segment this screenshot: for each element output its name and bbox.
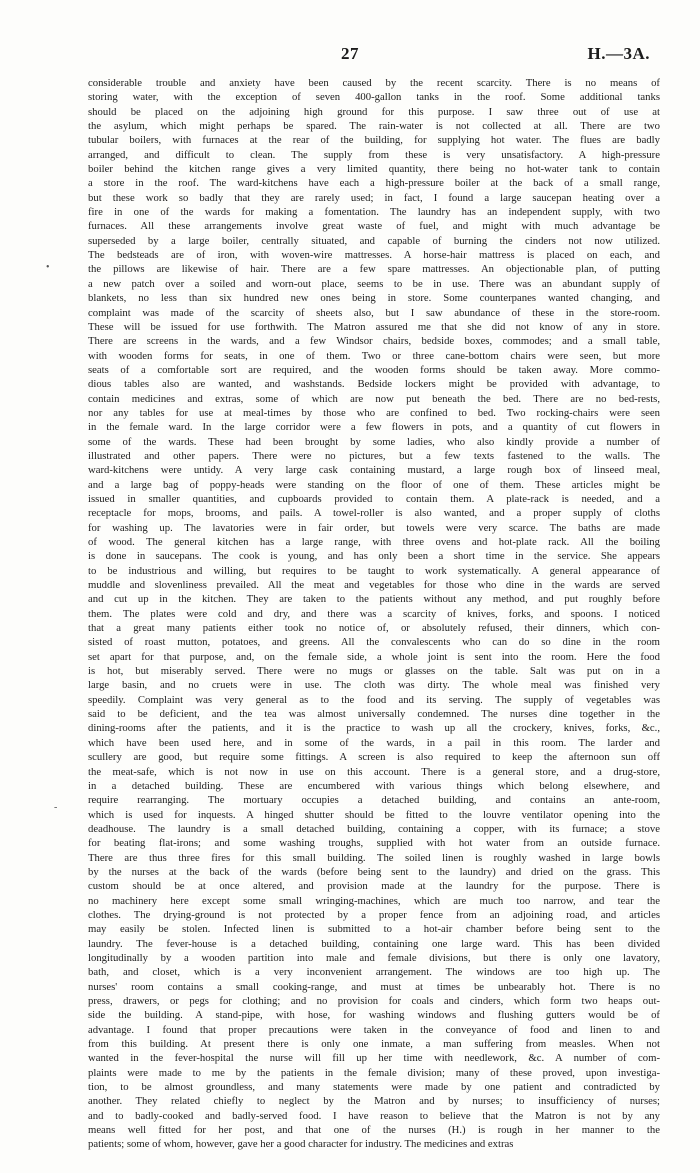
text-line: There are thus three fires for this small building. The soiled linen is roughly washed in large bowls — [88, 851, 660, 864]
text-line: press, drawers, or pegs for clothing; and no provision for coals and cinders, which form two heaps out- — [88, 995, 660, 1007]
text-line: them. The plates were cold and dry, and there was a scarcity of knives, forks, and spoons. I noticed — [88, 607, 660, 620]
text-line: dious tables also are wanted, and washstands. Bedside lockers might be provided with advantage, to — [88, 378, 660, 391]
text-line: advantage. I found that proper precautions were taken in the conveyance of food and linen to and — [88, 1023, 660, 1036]
text-line: dining-rooms after the patients, and it is the practice to wash up all the crockery, knives, forks, &c., — [88, 722, 660, 735]
text-line: for washing up. The lavatories were in fair order, but towels were very scarce. The baths are made — [88, 521, 660, 534]
text-line: in the female ward. In the large corridor were a few flowers in pots, and a quantity of cut flowers in — [88, 421, 660, 434]
text-line: The bedsteads are of iron, with woven-wire mattresses. A horse-hair mattress is placed on each, and — [88, 249, 660, 262]
text-line: said to be deficient, and the tea was almost universally condemned. The nurses dine together in the — [88, 708, 660, 721]
text-line: tion, to be almost groundless, and many statements were made by one patient and contradicted by — [88, 1081, 660, 1094]
text-line: should be placed on the adjoining high ground for this purpose. I saw three out of use at — [88, 105, 660, 118]
text-line: illustrated and other papers. There were no pictures, but a few texts fastened to the walls. The — [88, 449, 660, 462]
text-line: from this building. At present there is only one inmate, a man suffering from measles. When not — [88, 1038, 660, 1051]
text-line: contain medicines and extras, some of which are now put beneath the bed. There are no bed-rests, — [88, 392, 660, 405]
text-line: issued in smaller quantities, and cupboards provided to contain them. A plate-rack is needed, and a — [88, 492, 660, 505]
text-line: the asylum, which might perhaps be spared. The rain-water is not collected at all. There are two — [88, 120, 660, 133]
text-line: means well fitted for her post, and that one of the nurses (H.) is rough in her manner to the — [88, 1124, 660, 1137]
text-line: another. They related chiefly to neglect by the Matron and by nurses; to insufficiency of nurses; — [88, 1095, 660, 1108]
text-line: is hot, but miserably served. There were no mugs or glasses on the table. Salt was put on in a — [88, 665, 660, 678]
text-line: by the nurses at the back of the wards (before being sent to the laundry) and dried on the grass. This — [88, 865, 660, 878]
text-line: storing water, with the exception of seven 400-gallon tanks in the roof. Some additional tanks — [88, 91, 660, 104]
text-line: patients; some of whom, however, gave her a good character for industry. The medicines and extras — [88, 1138, 514, 1151]
text-line: which is used for inquests. A hinged shutter should be fitted to the louvre ventilator opening into the — [88, 808, 660, 821]
margin-dash-mark: - — [54, 802, 58, 813]
text-line: that a great many patients either took no notice of, or absolutely refused, their dinners, which con- — [88, 622, 660, 635]
text-line: and a large bag of poppy-heads were standing on the floor of one of them. These articles might be — [88, 478, 660, 491]
text-line: These will be issued for use forthwith. The Matron assured me that she did not know of any in store. — [88, 320, 660, 333]
text-line: but these work so badly that they are rarely used; in fact, I found a large saucepan heating over a — [88, 191, 660, 204]
text-line: require rearranging. The mortuary occupies a detached building, and contains an ante-room, — [88, 794, 660, 807]
text-line: complaint was made of the scarcity of sheets also, but I saw abundance of these in the store-room. — [88, 306, 660, 319]
text-line: longitudinally by a wooden partition into male and female divisions, but there is only one lavatory, — [88, 951, 660, 964]
text-line: for beating flat-irons; and some washing troughs, supplied with hot water from an outside furnace. — [88, 837, 660, 850]
text-line: superseded by a large boiler, centrally situated, and capable of burning the cinders not now utilized. — [88, 234, 660, 247]
text-line: muddle and slovenliness prevailed. All the meat and vegetables for those who dine in the wards are served — [88, 579, 660, 592]
text-line: laundry. The fever-house is a detached building, containing one large ward. This has been divided — [88, 937, 660, 950]
text-line: tubular boilers, with furnaces at the rear of the building, for supplying hot water. The flues are badly — [88, 134, 660, 147]
text-line: scullery are good, but require some fittings. A screen is also required to keep the afternoon sun off — [88, 751, 660, 764]
text-line: a store in the roof. The ward-kitchens have each a high-pressure boiler at the back of a small range, — [88, 177, 660, 190]
text-line: considerable trouble and anxiety have been caused by the recent scarcity. There is no means of — [88, 77, 660, 89]
text-line: the pillows are likewise of hair. There are a few spare mattresses. An objectionable plan, of putting — [88, 263, 660, 276]
text-line: is done in saucepans. The cook is young, and has only been a short time in the service. She appears — [88, 550, 660, 563]
text-line: no machinery here except some small wringing-machines, which are much too narrow, and tear the — [88, 894, 660, 907]
text-line: bath, and closet, which is a very inconvenient arrangement. The windows are too high up. The — [88, 966, 660, 979]
text-line: with wooden forms for seats, in one of them. Two or three cane-bottom chairs were seen, but more — [88, 349, 660, 362]
text-line: set apart for that purpose, and, on the female side, a whole joint is sent into the room. Here the food — [88, 650, 660, 663]
text-line: custom should be at once altered, and provision made at the laundry for the purpose. There is — [88, 880, 660, 893]
text-line: arranged, and difficult to clean. The supply from these is very unsatisfactory. A high-pressure — [88, 148, 660, 161]
text-line: large basin, and no cruets were in use. The cloth was dirty. The whole meal was finished very — [88, 679, 660, 692]
series-reference: H.—3A. — [587, 44, 650, 63]
text-line: ward-kitchens were untidy. A very large cask containing mustard, a large rough box of linseed meal, — [88, 464, 660, 477]
text-line: the meat-safe, which is not now in use on this account. There is a general store, and a drug-store, — [88, 765, 660, 778]
text-line: There are screens in the wards, and a few Windsor chairs, bedside boxes, commodes; and a small table, — [88, 335, 660, 348]
text-line: speedily. Complaint was very general as to the food and its serving. The supply of vegetables was — [88, 693, 660, 706]
text-line: nor any tables for use at meal-times by those who are confined to bed. Two rocking-chairs were seen — [88, 406, 660, 419]
text-line: of wood. The general kitchen has a large range, with three ovens and hot-plate rack. All the boiling — [88, 536, 660, 548]
report-body-text — [88, 76, 660, 1152]
text-line: clothes. The drying-ground is not protected by a proper fence from an adjoining road, and articles — [88, 908, 660, 921]
text-line: sisted of roast mutton, potatoes, and greens. All the convalescents who can do so dine in the room — [88, 636, 660, 649]
text-line: seats of a comfortable sort are required, and the wooden forms should be taken away. More commo- — [88, 363, 660, 376]
text-line: may easily be stolen. Infected linen is submitted to a hot-air chamber before being sent to the — [88, 923, 660, 936]
text-line: a new patch over a soiled and worn-out place, seems to be in use. There was an abundant supply of — [88, 277, 660, 290]
text-line: to be industrious and willing, but requires to be taught to work systematically. A general appearance of — [88, 564, 660, 577]
text-line: furnaces. All these arrangements involve great waste of fuel, and might with much advantage be — [88, 220, 660, 233]
text-line: deadhouse. The laundry is a small detached building, containing a copper, with its furnace; a stove — [88, 822, 660, 835]
text-line: receptacle for mops, brooms, and pails. A towel-roller is also wanted, and a proper supply of cloths — [88, 507, 660, 520]
text-line: nurses' room contains a small cooking-range, and must at times be unbearably hot. There is no — [88, 980, 660, 993]
text-line: plaints were made to me by the patients in the female division; many of these proved, upon investiga- — [88, 1066, 660, 1079]
text-line: in a detached building. These are encumbered with various things which belong elsewhere, and — [88, 779, 660, 792]
text-line: blankets, no less than six hundred new ones being in store. Some counterpanes wanted changing, and — [88, 292, 660, 305]
margin-dot-mark: • — [46, 262, 50, 273]
text-line: and cut up in the kitchen. They are taken to the patients without any method, and put roughly before — [88, 593, 660, 606]
text-line: boiler behind the kitchen range gives a very limited quantity, there being no hot-water tank to contain — [88, 163, 660, 176]
page-number: 27 — [341, 44, 359, 63]
text-line: and to badly-cooked and badly-served food. I have reason to believe that the Matron is not by any — [88, 1109, 660, 1122]
text-line: fire in one of the wards for making a fomentation. The laundry has an independent supply, with two — [88, 206, 660, 219]
text-line: some of the wards. These had been brought by some ladies, who also kindly provide a number of — [88, 435, 660, 448]
text-line: side the building. A stand-pipe, with hose, for washing windows and flushing gutters would be of — [88, 1009, 660, 1022]
text-line: wanted in the fever-hospital the nurse will fill up her time with needlework, &c. A number of com- — [88, 1052, 660, 1065]
text-line: which have been used here, and in some of the wards, in a pail in this room. The larder and — [88, 736, 660, 749]
